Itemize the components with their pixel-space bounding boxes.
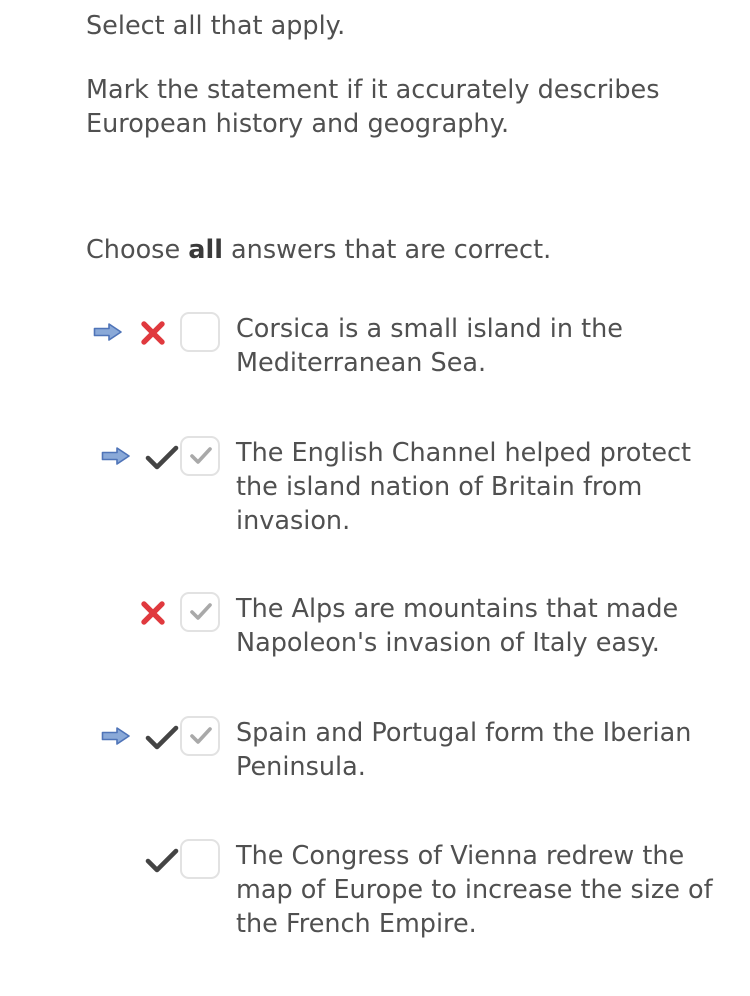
checkbox-check-icon bbox=[190, 727, 212, 745]
right-arrow-icon bbox=[101, 446, 131, 470]
checkmark-icon bbox=[145, 848, 179, 878]
choose-prefix: Choose bbox=[86, 235, 189, 265]
answer-label: Corsica is a small island in the Mediterranean Sea. bbox=[236, 314, 623, 378]
question-prompt: Mark the statement if it accurately describes European history and geography. bbox=[86, 75, 660, 139]
choose-emphasis: all bbox=[188, 235, 223, 265]
choose-instruction bbox=[86, 233, 551, 267]
checkmark-icon bbox=[145, 445, 179, 475]
checkbox-check-icon bbox=[190, 603, 212, 621]
answer-checkbox[interactable] bbox=[180, 839, 220, 879]
x-icon bbox=[140, 600, 166, 630]
checkmark-icon bbox=[145, 725, 179, 755]
choose-suffix: answers that are correct. bbox=[222, 235, 552, 265]
right-arrow-icon bbox=[93, 322, 123, 346]
answer-checkbox[interactable] bbox=[180, 436, 220, 476]
answer-label: The Alps are mountains that made Napoleon's invasion of Italy easy. bbox=[236, 594, 679, 658]
answer-checkbox[interactable] bbox=[180, 716, 220, 756]
answer-checkbox[interactable] bbox=[180, 592, 220, 632]
right-arrow-icon bbox=[101, 726, 131, 750]
x-icon bbox=[140, 320, 166, 350]
answer-label: The English Channel helped protect the island nation of Britain from invasion. bbox=[236, 438, 692, 536]
answer-label: Spain and Portugal form the Iberian Peninsula. bbox=[236, 718, 692, 782]
checkbox-check-icon bbox=[190, 447, 212, 465]
answer-checkbox[interactable] bbox=[180, 312, 220, 352]
instruction-text: Select all that apply. bbox=[86, 11, 346, 41]
answer-label: The Congress of Vienna redrew the map of Europe to increase the size of the French Empire. bbox=[236, 841, 713, 939]
